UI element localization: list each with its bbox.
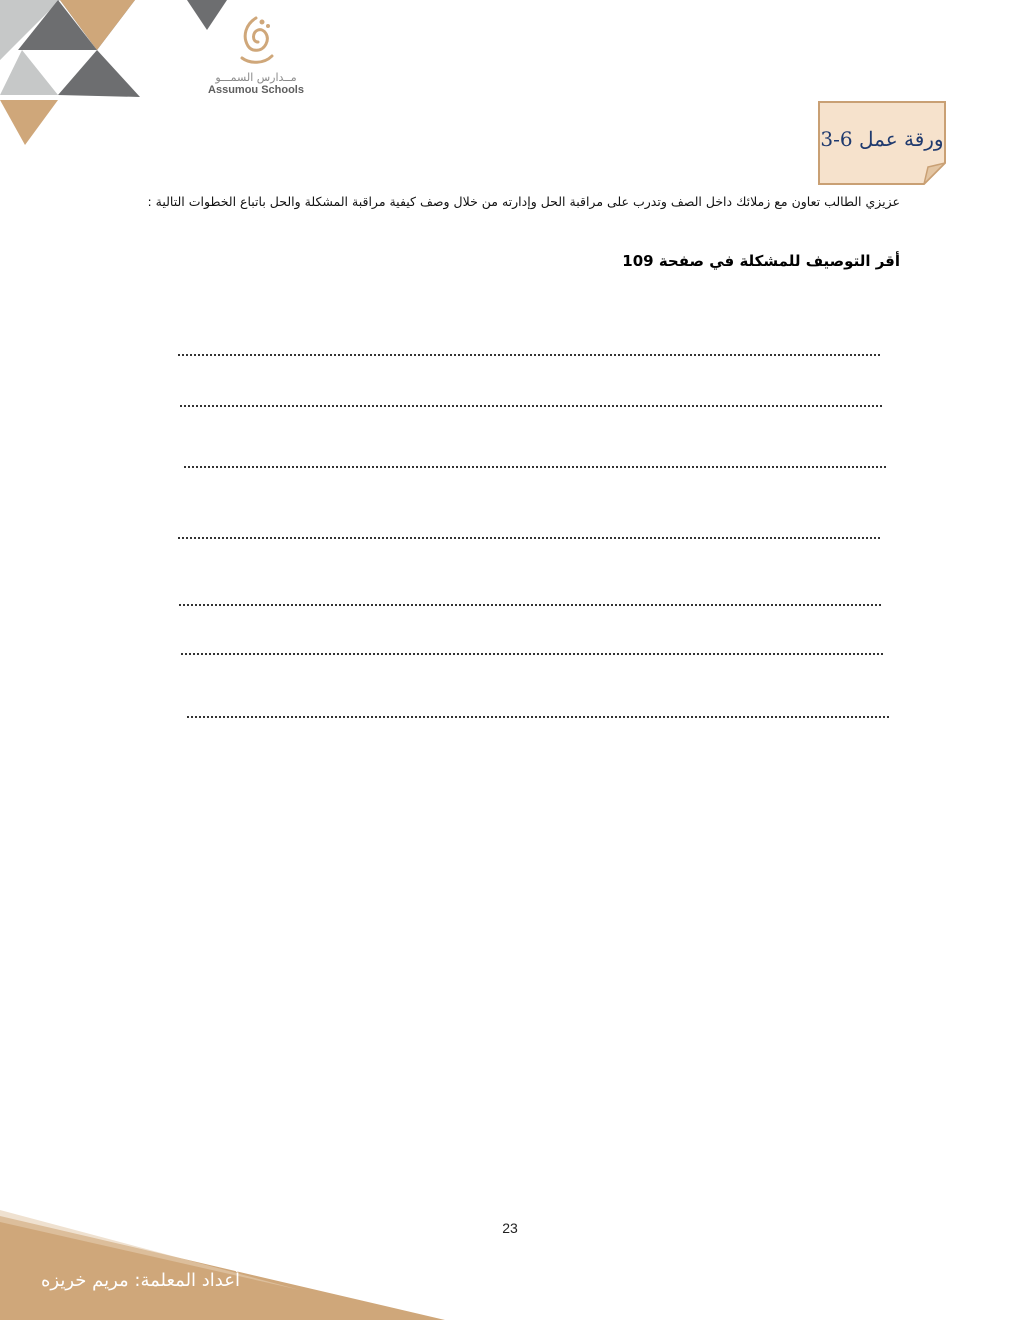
calligraphy-emblem-icon — [232, 14, 280, 70]
task-heading: أقر التوصيف للمشكلة في صفحة 109 — [622, 252, 900, 270]
teacher-credit: أعداد المعلمة: مريم خريزه — [40, 1270, 240, 1291]
answer-line[interactable] — [178, 537, 880, 539]
logo-arabic-name: مــدارس السمـــو — [215, 71, 297, 84]
worksheet-title: ورقة عمل 6-3 — [820, 127, 944, 151]
answer-line[interactable] — [180, 405, 882, 407]
logo-english-name: Assumou Schools — [208, 84, 304, 96]
school-logo — [196, 14, 316, 110]
answer-line[interactable] — [187, 716, 889, 718]
worksheet-badge — [818, 101, 946, 185]
page-number: 23 — [502, 1220, 518, 1236]
answer-line[interactable] — [181, 653, 883, 655]
footer-band-decoration — [0, 1210, 460, 1320]
instructions-paragraph: عزيزي الطالب تعاون مع زملائك داخل الصف وتدرب على مراقبة الحل وإدارته من خلال وصف كيفية مراقبة المشكلة والحل باتباع الخطوات التالية : — [147, 194, 900, 209]
answer-line[interactable] — [178, 354, 880, 356]
answer-line[interactable] — [179, 604, 881, 606]
answer-line[interactable] — [184, 466, 886, 468]
